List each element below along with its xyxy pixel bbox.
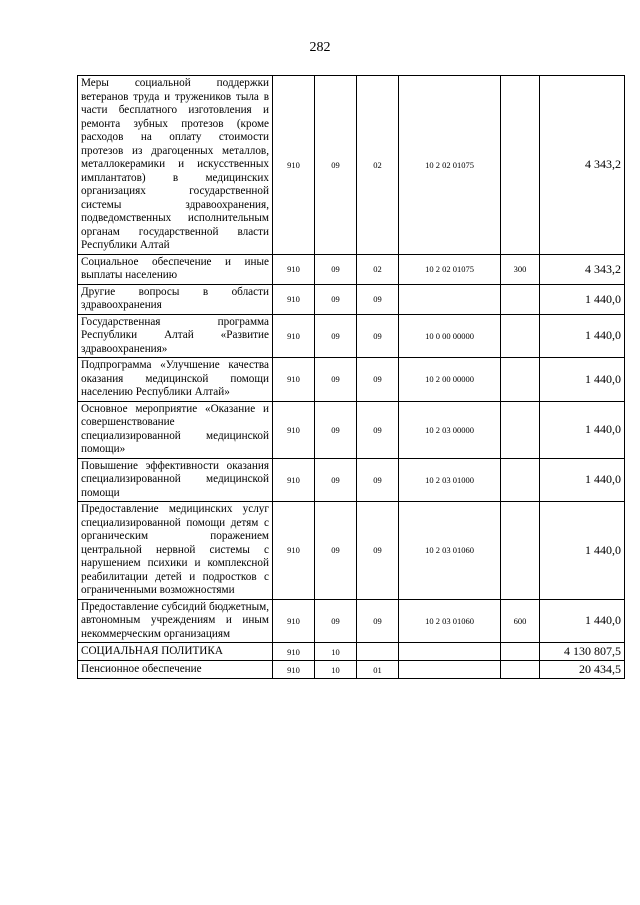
subsection-code: 09	[357, 284, 399, 314]
grbs-code: 910	[273, 643, 315, 661]
row-name: Предоставление субсидий бюджетным, автономным учреждениям и иным некоммерческим организациям	[78, 599, 273, 643]
section-code: 09	[315, 502, 357, 600]
section-code: 09	[315, 314, 357, 358]
subsection-code	[357, 643, 399, 661]
target-article-code: 10 2 03 01060	[399, 502, 501, 600]
row-name: Пенсионное обеспечение	[78, 661, 273, 679]
row-name: Повышение эффективности оказания специализированной медицинской помощи	[78, 458, 273, 502]
row-name: Другие вопросы в области здравоохранения	[78, 284, 273, 314]
table-row	[78, 643, 625, 661]
grbs-code: 910	[273, 254, 315, 284]
section-code: 10	[315, 643, 357, 661]
section-code: 10	[315, 661, 357, 679]
section-code: 09	[315, 284, 357, 314]
row-name: Социальное обеспечение и иные выплаты населению	[78, 254, 273, 284]
grbs-code: 910	[273, 661, 315, 679]
subsection-code: 02	[357, 76, 399, 255]
amount: 4 343,2	[540, 254, 625, 284]
amount: 1 440,0	[540, 314, 625, 358]
section-code: 09	[315, 401, 357, 458]
expense-type-code	[501, 314, 540, 358]
grbs-code: 910	[273, 502, 315, 600]
grbs-code: 910	[273, 284, 315, 314]
grbs-code: 910	[273, 458, 315, 502]
subsection-code: 02	[357, 254, 399, 284]
target-article-code	[399, 284, 501, 314]
table-row	[78, 458, 625, 502]
table-row	[78, 314, 625, 358]
row-name: Государственная программа Республики Алтай «Развитие здравоохранения»	[78, 314, 273, 358]
subsection-code: 09	[357, 458, 399, 502]
expense-type-code	[501, 661, 540, 679]
subsection-code: 09	[357, 314, 399, 358]
target-article-code: 10 2 00 00000	[399, 358, 501, 402]
grbs-code: 910	[273, 76, 315, 255]
grbs-code: 910	[273, 599, 315, 643]
target-article-code: 10 2 03 01000	[399, 458, 501, 502]
grbs-code: 910	[273, 314, 315, 358]
expense-type-code	[501, 76, 540, 255]
expense-type-code	[501, 502, 540, 600]
table-row	[78, 599, 625, 643]
table-row	[78, 254, 625, 284]
table-row	[78, 661, 625, 679]
section-code: 09	[315, 254, 357, 284]
target-article-code: 10 0 00 00000	[399, 314, 501, 358]
table-row	[78, 358, 625, 402]
target-article-code	[399, 661, 501, 679]
target-article-code: 10 2 03 00000	[399, 401, 501, 458]
table-row	[78, 284, 625, 314]
row-name: Подпрограмма «Улучшение качества оказания медицинской помощи населению Республики Алтай»	[78, 358, 273, 402]
table-row	[78, 502, 625, 600]
subsection-code: 09	[357, 599, 399, 643]
amount: 4 343,2	[540, 76, 625, 255]
subsection-code: 09	[357, 401, 399, 458]
section-code: 09	[315, 599, 357, 643]
subsection-code: 09	[357, 502, 399, 600]
subsection-code: 09	[357, 358, 399, 402]
grbs-code: 910	[273, 358, 315, 402]
row-name: Предоставление медицинских услуг специализированной помощи детям с органическим поражением центральной нервной системы с нарушением психики и комплексной реабилитации детей и подростков с ограниченными возможностями	[78, 502, 273, 600]
amount: 1 440,0	[540, 502, 625, 600]
amount: 1 440,0	[540, 599, 625, 643]
budget-table	[77, 75, 625, 679]
row-name: СОЦИАЛЬНАЯ ПОЛИТИКА	[78, 643, 273, 661]
amount: 1 440,0	[540, 358, 625, 402]
section-code: 09	[315, 76, 357, 255]
page-number: 282	[309, 40, 331, 55]
expense-type-code	[501, 358, 540, 402]
expense-type-code	[501, 401, 540, 458]
target-article-code: 10 2 03 01060	[399, 599, 501, 643]
target-article-code: 10 2 02 01075	[399, 76, 501, 255]
table-row	[78, 401, 625, 458]
amount: 1 440,0	[540, 401, 625, 458]
amount: 4 130 807,5	[540, 643, 625, 661]
amount: 1 440,0	[540, 284, 625, 314]
target-article-code	[399, 643, 501, 661]
expense-type-code	[501, 643, 540, 661]
subsection-code: 01	[357, 661, 399, 679]
expense-type-code	[501, 284, 540, 314]
row-name: Меры социальной поддержки ветеранов труда и тружеников тыла в части бесплатного изготовления и ремонта зубных протезов (кроме расходов на оплату стоимости протезов из драгоценных металлов, металлокерамики и искусственных имплантатов) в медицинских организациях государственной системы здравоохранения, подведомственных исполнительным органам государственной власти Республики Алтай	[78, 76, 273, 255]
amount: 20 434,5	[540, 661, 625, 679]
section-code: 09	[315, 458, 357, 502]
expense-type-code	[501, 458, 540, 502]
expense-type-code: 600	[501, 599, 540, 643]
table-row	[78, 76, 625, 255]
target-article-code: 10 2 02 01075	[399, 254, 501, 284]
amount: 1 440,0	[540, 458, 625, 502]
expense-type-code: 300	[501, 254, 540, 284]
section-code: 09	[315, 358, 357, 402]
row-name: Основное мероприятие «Оказание и совершенствование специализированной медицинской помощи»	[78, 401, 273, 458]
grbs-code: 910	[273, 401, 315, 458]
